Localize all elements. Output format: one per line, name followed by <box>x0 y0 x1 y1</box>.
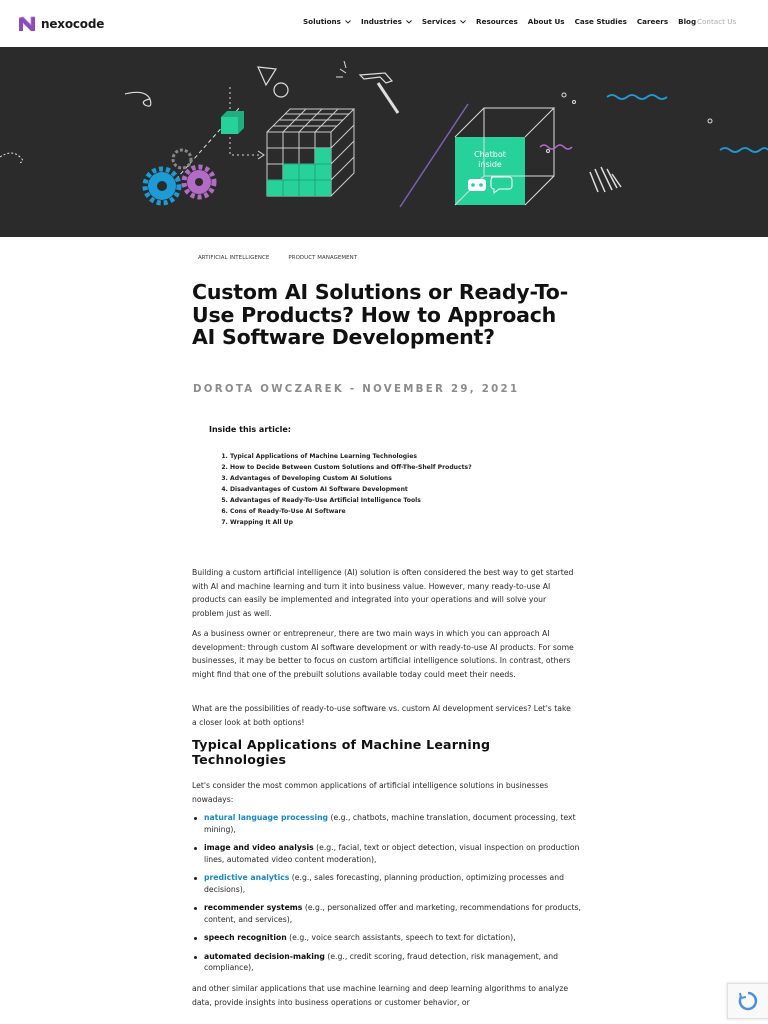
wave-decoration <box>720 148 768 152</box>
chevron-down-icon <box>345 20 351 24</box>
closing-paragraph: and other similar applications that use machine learning and deep learning algorithms to analyze data, provide insights into business operations or customer behavior, or <box>192 984 569 1007</box>
nav-item-case-studies[interactable] <box>575 17 627 26</box>
toc-item[interactable]: 6. Cons of Ready-To-Use AI Software <box>230 506 560 517</box>
purple-wave-decoration <box>540 145 572 149</box>
list-item-text: (e.g., personalized offer and marketing, recommendations for products, content, and services), <box>204 903 581 924</box>
toc-heading: Inside this article: <box>209 425 291 434</box>
nav-item-label: Blog <box>678 17 697 26</box>
toc-item[interactable]: 7. Wrapping It All Up <box>230 517 560 528</box>
hero-graphic <box>0 47 768 237</box>
brand-name: nexocode <box>41 17 105 31</box>
contact-us-link[interactable]: Contact Us <box>697 17 737 26</box>
list-item-term: recommender systems <box>204 903 303 912</box>
small-green-cube <box>221 117 238 134</box>
list-item-text: (e.g., sales forecasting, planning production, optimizing processes and decisions), <box>204 873 564 894</box>
nav-item-industries[interactable] <box>361 17 412 26</box>
nav-item-label: Careers <box>636 17 669 26</box>
nav-item-blog[interactable] <box>678 17 696 26</box>
hammer-icon <box>336 61 398 113</box>
nav-item-label: Solutions <box>303 17 341 26</box>
gears-icon <box>145 150 214 203</box>
list-item-term: speech recognition <box>204 933 287 942</box>
nav-menu <box>303 17 706 26</box>
list-item <box>193 872 585 895</box>
nexocode-logo-icon <box>17 14 37 34</box>
list-item-text: (e.g., facial, text or object detection, visual inspection on production lines, automated video content moderation), <box>204 843 580 864</box>
list-item-term: automated decision-making <box>204 951 325 961</box>
chevron-down-icon <box>460 20 466 24</box>
chatbot-label-line2: inside <box>478 160 502 169</box>
list-item-text: (e.g., chatbots, machine translation, document processing, text mining), <box>204 813 576 834</box>
nav-item-label: Industries <box>360 17 402 26</box>
chatbot-label-line1: Chatbot <box>474 150 506 159</box>
dotted-swirl-decoration <box>0 153 23 163</box>
nav-item-label: Services <box>421 17 457 26</box>
nav-item-careers[interactable] <box>637 17 668 26</box>
toc-item[interactable]: 1. Typical Applications of Machine Learning Technologies <box>230 451 560 462</box>
list-item-term: image and video analysis <box>204 843 314 852</box>
list-item <box>193 842 585 865</box>
toc-item[interactable]: 4. Disadvantages of Custom AI Software Development <box>230 484 560 495</box>
article-tags <box>198 255 376 261</box>
article-byline: DOROTA OWCZAREK - NOVEMBER 29, 2021 <box>193 384 520 395</box>
list-item-text: (e.g., credit scoring, fraud detection, risk management, and compliance), <box>204 951 559 972</box>
toc-item[interactable]: 5. Advantages of Ready-To-Use Artificial Intelligence Tools <box>230 495 560 506</box>
nav-item-resources[interactable] <box>476 17 518 26</box>
chatbot-cube-graphic <box>455 108 554 205</box>
triangle-decoration <box>258 67 276 85</box>
list-item <box>193 902 585 925</box>
list-item <box>193 812 585 835</box>
recaptcha-icon <box>738 991 758 1011</box>
body-paragraph: As a business owner or entrepreneur, there are two main ways in which you can approach AI development: through custom AI software development or with ready-to-use AI products. For some businesses, it may be better to focus on custom artificial intelligence solutions. In contrast, others might find that one of the prebuilt solutions available today could meet their needs. <box>192 629 574 679</box>
top-navigation <box>0 0 768 47</box>
list-item <box>193 932 585 944</box>
nav-item-label: Resources <box>476 17 518 26</box>
robot-icon <box>468 179 486 191</box>
hero-illustration <box>0 47 768 237</box>
intro-paragraph: Building a custom artificial intelligence (AI) solution is often considered the best way to get started with AI and machine learning and turn it into business value. However, many ready-to-use AI products can easily be implemented and integrated into your operations and will solve your problem just as well. <box>192 568 574 618</box>
list-item-text: (e.g., voice search assistants, speech to text for dictation), <box>286 933 516 942</box>
recaptcha-badge[interactable] <box>727 983 768 1019</box>
nav-item-label: About Us <box>527 17 565 26</box>
nav-item-services[interactable] <box>422 17 466 26</box>
squiggle-decoration <box>125 92 151 106</box>
toc-item[interactable]: 3. Advantages of Developing Custom AI Solutions <box>230 473 560 484</box>
applications-list <box>193 812 585 981</box>
nlp-link[interactable]: natural language processing <box>204 813 329 822</box>
tag-artificial-intelligence[interactable]: ARTIFICIAL INTELLIGENCE <box>198 255 270 261</box>
hatch-decoration <box>590 167 621 192</box>
predictive-analytics-link[interactable]: predictive analytics <box>204 873 290 882</box>
nav-item-label: Case Studies <box>574 17 627 26</box>
table-of-contents <box>212 451 560 528</box>
wave-decoration <box>607 95 667 99</box>
circle-decoration <box>274 83 288 97</box>
tag-product-management[interactable]: PRODUCT MANAGEMENT <box>288 255 358 261</box>
brand-logo[interactable] <box>17 14 104 34</box>
toc-item[interactable]: 2. How to Decide Between Custom Solutions and Off-The-Shelf Products? <box>230 462 560 473</box>
list-item <box>193 951 585 974</box>
chevron-down-icon <box>406 20 412 24</box>
body-paragraph: What are the possibilities of ready-to-use software vs. custom AI development services? Let's take a closer look at both options! <box>192 704 571 727</box>
section-heading: Typical Applications of Machine Learning Technologies <box>192 737 491 767</box>
nav-item-about-us[interactable] <box>528 17 565 26</box>
article-title: Custom AI Solutions or Ready-To-Use Products? How to Approach AI Software Development? <box>192 280 569 349</box>
section-intro: Let's consider the most common applications of artificial intelligence solutions in businesses nowadays: <box>192 781 549 804</box>
nav-item-solutions[interactable] <box>303 17 351 26</box>
